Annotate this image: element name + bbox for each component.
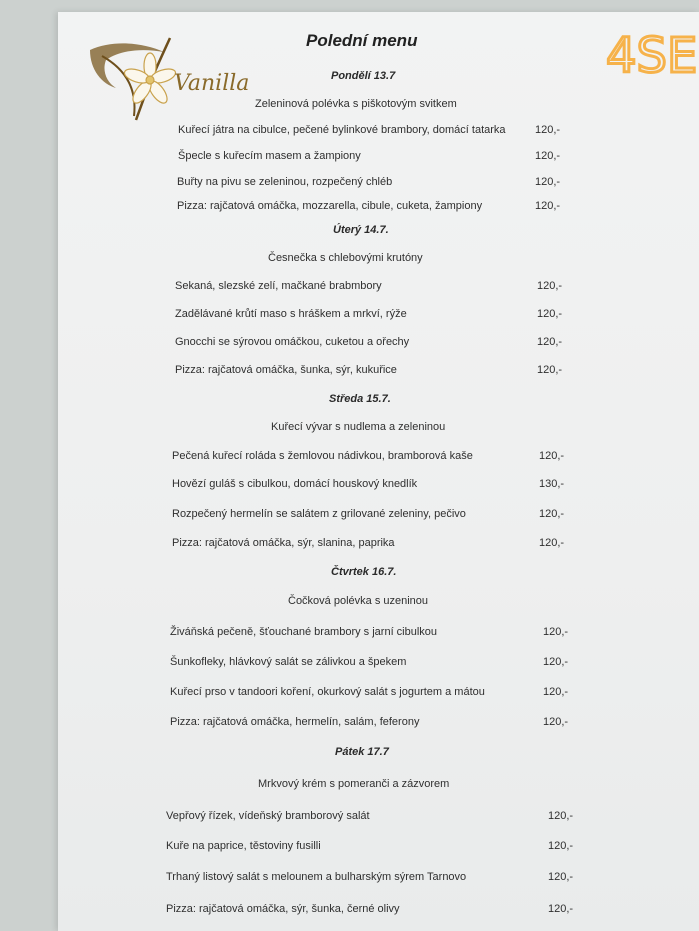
dish-price: 120,- [543, 626, 569, 638]
day-heading: Středa 15.7. [329, 393, 391, 405]
dish-price: 130,- [539, 478, 565, 490]
dish-name: Pizza: rajčatová omáčka, šunka, sýr, kukuřice [175, 364, 397, 376]
dish-price: 120,- [548, 903, 574, 915]
soup-item: Čočková polévka s uzeninou [288, 595, 429, 607]
dish-price: 120,- [548, 840, 574, 852]
svg-text:4SE: 4SE [606, 28, 698, 84]
dish-price: 120,- [535, 200, 561, 212]
dish-name: Pizza: rajčatová omáčka, hermelín, salám, feferony [170, 716, 420, 728]
dish-name: Vepřový řízek, vídeňský bramborový salát [166, 810, 370, 822]
dish-name: Sekaná, slezské zelí, mačkané brabmbory [175, 280, 382, 292]
dish-price: 120,- [543, 686, 569, 698]
soup-item: Zeleninová polévka s piškotovým svitkem [255, 98, 457, 110]
dish-name: Hovězí guláš s cibulkou, domácí houskový knedlík [172, 478, 418, 490]
day-heading: Úterý 14.7. [333, 224, 389, 236]
dish-price: 120,- [543, 656, 569, 668]
dish-price: 120,- [539, 537, 565, 549]
dish-name: Špecle s kuřecím masem a žampiony [178, 150, 361, 162]
dish-price: 120,- [537, 364, 563, 376]
dish-price: 120,- [535, 124, 561, 136]
dish-name: Kuře na paprice, těstoviny fusilli [166, 840, 321, 852]
dish-name: Pečená kuřecí roláda s žemlovou nádivkou, bramborová kaše [172, 450, 473, 462]
dish-price: 120,- [535, 150, 561, 162]
menu-title: Polední menu [306, 31, 418, 50]
menu-paper [58, 12, 699, 931]
dish-price: 120,- [535, 176, 561, 188]
dish-name: Pizza: rajčatová omáčka, sýr, slanina, paprika [172, 537, 395, 549]
dish-price: 120,- [539, 450, 565, 462]
day-heading: Pátek 17.7 [335, 746, 389, 758]
dish-name: Šunkofleky, hlávkový salát se zálivkou a špekem [170, 656, 407, 668]
watermark-logo [606, 10, 698, 94]
svg-text:Vanilla: Vanilla [174, 71, 250, 96]
day-heading: Pondělí 13.7 [331, 70, 396, 82]
dish-name: Kuřecí prso v tandoori koření, okurkový salát s jogurtem a mátou [170, 686, 485, 698]
dish-name: Zadělávané krůtí maso s hráškem a mrkví, rýže [175, 308, 407, 320]
dish-name: Buřty na pivu se zeleninou, rozpečený chléb [177, 176, 393, 188]
dish-name: Rozpečený hermelín se salátem z grilované zeleniny, pečivo [172, 508, 466, 520]
dish-name: Pizza: rajčatová omáčka, mozzarella, cibule, cuketa, žampiony [177, 200, 483, 212]
dish-price: 120,- [548, 810, 574, 822]
dish-price: 120,- [548, 871, 574, 883]
soup-item: Kuřecí vývar s nudlema a zeleninou [271, 421, 446, 433]
soup-item: Mrkvový krém s pomeranči a zázvorem [258, 778, 450, 790]
soup-item: Česnečka s chlebovými krutóny [268, 252, 423, 264]
day-heading: Čtvrtek 16.7. [331, 566, 397, 578]
dish-name: Gnocchi se sýrovou omáčkou, cuketou a ořechy [175, 336, 410, 348]
dish-price: 120,- [537, 280, 563, 292]
dish-name: Kuřecí játra na cibulce, pečené bylinkové brambory, domácí tatarka [178, 124, 506, 136]
dish-name: Pizza: rajčatová omáčka, sýr, šunka, černé olivy [166, 903, 400, 915]
dish-name: Živáňská pečeně, šťouchané brambory s jarní cibulkou [170, 626, 438, 638]
dish-name: Trhaný listový salát s melounem a bulharským sýrem Tarnovo [166, 871, 467, 883]
dish-price: 120,- [537, 336, 563, 348]
dish-price: 120,- [543, 716, 569, 728]
dish-price: 120,- [539, 508, 565, 520]
vanilla-logo [72, 30, 250, 126]
dish-price: 120,- [537, 308, 563, 320]
